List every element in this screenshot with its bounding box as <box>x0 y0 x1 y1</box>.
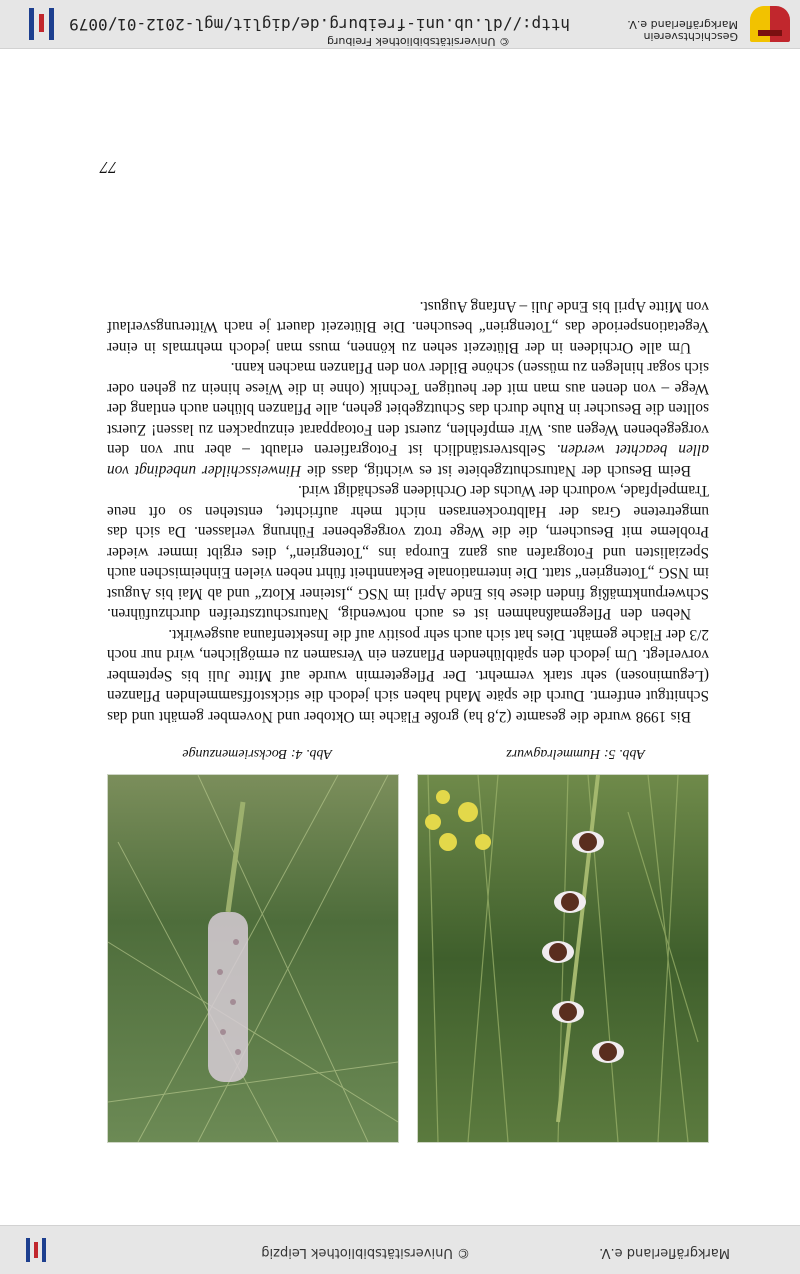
permalink-url[interactable]: http://dl.ub.uni-freiburg.de/diglit/mgl-2012-01/0079 <box>69 15 570 34</box>
viewer-header-bar <box>0 1225 800 1274</box>
orchid-photo-image <box>108 775 398 1142</box>
society-line-2: Markgräflerland e.V. <box>627 18 738 31</box>
header-center-text: © Universitätsbibliothek Leipzig <box>261 1245 470 1260</box>
paragraph-2: Neben den Pflegemaßnahmen ist es auch notwendig, Naturschutzstreifen durchzuführen. Schwerpunktmäßig finden diese bis Ende April im NSG „Isteiner Klotz“ und ab Mai bis August im NSG „Totengrien“ statt. Die internationale Bekanntheit führt neben vielen Einheimischen auch Spezialisten und Fotografen aus ganz Europa ins „Totengrien“, dies ergibt immer wieder Probleme mit Besuchern, die die Wege trotz vorgegebener Führung verlassen. Da sich das umgetretene Gras der Halbtrockenrasen nicht mehr aufrichtet, entstehen so oft neue Trampelpfade, wodurch der Wuchs der Orchideen geschädigt wird. <box>107 482 709 623</box>
society-line-1: Geschichtsverein <box>643 30 738 43</box>
society-crest-icon <box>750 6 790 42</box>
header-left-text: Markgräflerland e.V. <box>599 1245 730 1260</box>
paragraph-3-emphasis: Hinweisschilder unbedingt von allen beachtet werden. <box>107 441 709 479</box>
orchid-photo-image <box>418 775 708 1142</box>
copyright-text: © Universitätsbibliothek Freiburg <box>327 35 510 48</box>
article-text <box>107 296 709 727</box>
ub-logo-icon <box>20 6 60 42</box>
photo-hummelragwurz <box>417 774 709 1143</box>
viewer-footer-bar <box>0 0 800 49</box>
paragraph-3-lead: Beim Besuch der Naturschutzgebiete ist es wichtig, dass die <box>301 462 691 479</box>
paragraph-4: Um alle Orchideen in der Blütezeit sehen zu können, muss man jedoch mehrmals in einer Vegetationsperiode das „Totengrien“ besuchen. Die Blütezeit dauert je nach Witterungsverlauf von Mitte April bis Ende Juli – Anfang August. <box>107 298 709 356</box>
paragraph-1: Bis 1998 wurde die gesamte (2,8 ha) große Fläche im Oktober und November gemäht und das Schnittgut entfernt. Durch die späte Mahd haben sich jedoch die stickstoffsammelnden Pflanzen (Leguminosen) sehr stark vermehrt. Der Pflegetermin wurde auf Mitte Juli bis September vorverlegt. Um jedoch den spätblühenden Pflanzen ein Versamen zu ermöglichen, wird nur noch 2/3 der Fläche gemäht. Dies hat sich auch sehr positiv auf die Insektenfauna ausgewirkt. <box>107 626 709 725</box>
photo-bocksriemenzunge <box>107 774 399 1143</box>
paragraph-3 <box>107 357 709 480</box>
paragraph-3-rest: Selbstverständlich ist Fotografieren erlaubt – aber nur von den vorgegebenen Wegen aus. Wir empfehlen, zuerst den Fotoapparat einzupacken zu lassen! Zuerst sollten die Besucher in Ruhe durch das Schutzgebiet gehen, alle Pflanzen blühen auch entlang der Wege – von denen aus man mit der heutigen Technik (ohne in die Wiese hinein zu gehen oder sich sogar hinlegen zu müssen) schöne Bilder von den Pflanzen machen kann. <box>107 359 709 459</box>
ub-logo-icon <box>20 1234 50 1266</box>
figure-5-caption: Abb. 5: Hummelragwurz <box>506 746 645 761</box>
page-number: 77 <box>100 158 117 177</box>
society-name <box>627 18 738 42</box>
figure-4-caption: Abb. 4: Bocksriemenzunge <box>182 746 332 761</box>
